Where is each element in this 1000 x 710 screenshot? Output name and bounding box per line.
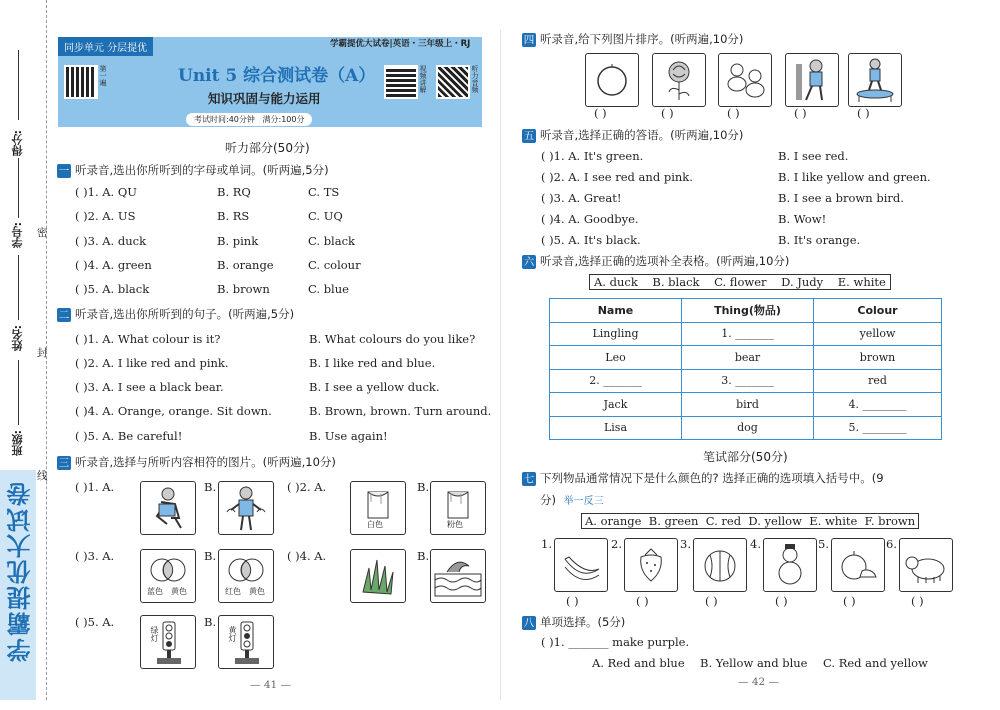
section5-q3-b: B. I see a brown bird.	[778, 191, 904, 205]
orange-slice-icon	[832, 539, 884, 591]
section1-title-text: 听录音,选出你所听到的字母或单词。(听两遍,5分)	[75, 163, 329, 177]
section2-number: 二	[58, 309, 70, 321]
section3-q1-img-a	[140, 481, 196, 535]
id-label: 学号:	[11, 222, 24, 249]
section5-q3-a: ( )3. A. Great!	[541, 191, 622, 205]
mix-label-a2: 黄色	[171, 587, 187, 596]
section8-title	[522, 614, 625, 630]
watermelon-icon	[694, 539, 746, 591]
traffic-light-green-icon	[141, 616, 195, 668]
unit-subtitle: 知识巩固与能力运用	[208, 91, 321, 106]
section7-bracket-6: ( )	[911, 594, 924, 608]
section7-item-4-img	[763, 538, 817, 592]
section8-q1-c: C. Red and yellow	[823, 656, 928, 670]
section5-q5-a: ( )5. A. It's black.	[541, 233, 641, 247]
bear-icon	[900, 539, 952, 591]
section5-q2-a: ( )2. A. I see red and pink.	[541, 170, 693, 184]
section1-q1-b: B. RQ	[217, 185, 251, 199]
table-header-thing: Thing(物品)	[682, 299, 814, 323]
section1-q3-a: ( )3. A. duck	[75, 234, 147, 248]
section7-title-text: 下列物品通常情况下是什么颜色的? 选择正确的选项填入括号中。(9	[540, 471, 884, 485]
section8-q1-b: B. Yellow and blue	[700, 656, 808, 670]
section2-q1-a: ( )1. A. What colour is it?	[75, 332, 221, 346]
snowman-icon	[764, 539, 816, 591]
header-tag: 同步单元 分层提优	[58, 37, 153, 56]
brand-banner-text: 学霸提优大试卷	[6, 480, 35, 662]
qr-label-2: 视频讲解	[419, 65, 427, 93]
table-cell-blank[interactable]: 4. ________	[814, 393, 942, 417]
table-cell: Leo	[550, 346, 682, 370]
score-label: 得分:	[11, 130, 24, 157]
qr-code-2	[384, 65, 418, 99]
section6-table	[549, 298, 942, 440]
section3-q5-b: B.	[204, 615, 217, 629]
section2-title	[57, 306, 294, 322]
table-cell: red	[814, 369, 942, 393]
section2-q4-b: B. Brown, brown. Turn around.	[309, 404, 492, 418]
light-label-green: 绿灯	[150, 626, 159, 642]
section1-q5-a: ( )5. A. black	[75, 282, 150, 296]
flower-icon	[653, 54, 705, 106]
name-line	[18, 255, 19, 320]
section5-q5-b: B. It's orange.	[778, 233, 861, 247]
sit-down-girl-icon	[786, 54, 838, 106]
section8-number: 八	[523, 617, 535, 629]
qr-label-3: 听力音频	[471, 65, 479, 93]
section1-q2-b: B. RS	[217, 209, 250, 223]
header-band	[58, 37, 482, 127]
section4-bracket-3: ( )	[727, 106, 740, 120]
section2-title-text: 听录音,选出你所听到的句子。(听两遍,5分)	[75, 307, 295, 321]
section3-q3-label: ( )3. A.	[75, 549, 115, 563]
section3-q5-label: ( )5. A.	[75, 615, 115, 629]
left-margin	[0, 0, 48, 710]
table-cell: Lisa	[550, 416, 682, 440]
class-label: 班级:	[11, 430, 24, 457]
section1-q3-c: C. black	[308, 234, 356, 248]
section3-number: 三	[58, 457, 70, 469]
section1-q1-a: ( )1. A. QU	[75, 185, 137, 199]
section6-title-text: 听录音,选择正确的选项补全表格。(听两遍,10分)	[540, 254, 790, 268]
section1-q4-b: B. orange	[217, 258, 274, 272]
table-cell: bird	[682, 393, 814, 417]
mix-label-b2: 黄色	[249, 587, 265, 596]
score-line	[18, 50, 19, 120]
orange-fruit-icon	[586, 54, 638, 106]
section1-q4-a: ( )4. A. green	[75, 258, 152, 272]
header-series: 学霸提优大试卷|英语・三年级上・RJ	[330, 39, 471, 49]
sea-wave-icon	[431, 550, 485, 602]
qr-code-3	[436, 65, 470, 99]
section5-q1-a: ( )1. A. It's green.	[541, 149, 644, 163]
section7-item-6-num: 6.	[886, 537, 897, 551]
section7-item-1-num: 1.	[541, 537, 552, 551]
section4-img-1	[585, 53, 639, 107]
section1-q5-b: B. brown	[217, 282, 270, 296]
section4-bracket-4: ( )	[794, 106, 807, 120]
paint-label-pink: 粉色	[447, 520, 463, 529]
section3-q4-label: ( )4. A.	[287, 549, 327, 563]
table-header-name: Name	[550, 299, 682, 323]
table-cell-blank[interactable]: 3. _______	[682, 369, 814, 393]
section7-title-end: 分)	[540, 493, 556, 507]
section3-q1-img-b	[218, 481, 274, 535]
mix-label-a1: 蓝色	[147, 587, 163, 596]
table-header-colour: Colour	[814, 299, 942, 323]
table-cell-blank[interactable]: 2. _______	[550, 369, 682, 393]
class-line	[18, 360, 19, 425]
section3-q4-img-a	[350, 549, 406, 603]
section7-item-3-num: 3.	[680, 537, 691, 551]
crouching-boy-icon	[141, 482, 195, 534]
section7-options: A. orange B. green C. red D. yellow E. white F. brown	[581, 513, 919, 529]
table-row	[550, 322, 942, 346]
section5-q4-b: B. Wow!	[778, 212, 827, 226]
id-line	[18, 158, 19, 218]
trampoline-boy-icon	[849, 54, 901, 106]
section7-item-5-img	[831, 538, 885, 592]
section5-q2-b: B. I like yellow and green.	[778, 170, 931, 184]
table-cell: Lingling	[550, 322, 682, 346]
section3-q3-img-b	[218, 549, 274, 603]
section7-item-6-img	[899, 538, 953, 592]
section7-bracket-4: ( )	[775, 594, 788, 608]
section7-item-1-img	[554, 538, 608, 592]
section5-title	[522, 127, 743, 143]
section2-q3-a: ( )3. A. I see a black bear.	[75, 380, 224, 394]
section6-options: A. duck B. black C. flower D. Judy E. white	[589, 274, 891, 290]
section4-number: 四	[523, 34, 535, 46]
section7-item-2-num: 2.	[611, 537, 622, 551]
section2-q5-a: ( )5. A. Be careful!	[75, 429, 183, 443]
section7-item-3-img	[693, 538, 747, 592]
section2-q2-a: ( )2. A. I like red and pink.	[75, 356, 229, 370]
section3-q4-img-b	[430, 549, 486, 603]
section4-bracket-1: ( )	[594, 106, 607, 120]
section7-tag: 举一反三	[563, 496, 604, 507]
section8-title-text: 单项选择。(5分)	[540, 615, 626, 629]
section3-q3-b: B.	[204, 549, 217, 563]
section3-q2-label: ( )2. A.	[287, 480, 327, 494]
page-number-right: — 42 —	[738, 676, 780, 688]
section7-bracket-3: ( )	[705, 594, 718, 608]
section7-bracket-1: ( )	[566, 594, 579, 608]
section7-title-cont	[540, 492, 604, 508]
section2-q4-a: ( )4. A. Orange, orange. Sit down.	[75, 404, 272, 418]
section1-q2-a: ( )2. A. US	[75, 209, 136, 223]
section4-img-5	[848, 53, 902, 107]
brand-banner	[0, 470, 36, 700]
light-label-yellow: 黄灯	[228, 626, 237, 642]
page-number-left: — 41 —	[250, 679, 292, 691]
table-cell: yellow	[814, 322, 942, 346]
table-row	[550, 416, 942, 440]
section4-img-4	[785, 53, 839, 107]
name-label: 姓名:	[11, 325, 24, 352]
table-row	[550, 346, 942, 370]
unit-title: Unit 5 综合测试卷（A）	[178, 66, 376, 86]
section3-q2-img-b	[430, 481, 486, 535]
section1-q3-b: B. pink	[217, 234, 259, 248]
section4-img-2	[652, 53, 706, 107]
section7-item-4-num: 4.	[750, 537, 761, 551]
section6-number: 六	[523, 256, 535, 268]
section7-item-5-num: 5.	[818, 537, 829, 551]
section4-title	[522, 31, 743, 47]
ducks-icon	[719, 54, 771, 106]
banana-icon	[555, 539, 607, 591]
section3-q2-b: B.	[417, 480, 430, 494]
section2-q3-b: B. I see a yellow duck.	[309, 380, 440, 394]
section1-q4-c: C. colour	[308, 258, 361, 272]
section3-title-text: 听录音,选择与所听内容相符的图片。(听两遍,10分)	[75, 455, 336, 469]
section1-q5-c: C. blue	[308, 282, 349, 296]
table-row	[550, 393, 942, 417]
seal-char-mi: 密	[37, 227, 48, 239]
section5-q4-a: ( )4. A. Goodbye.	[541, 212, 639, 226]
section3-q5-img-a	[140, 615, 196, 669]
qr-label-1: 第一遍	[99, 65, 107, 86]
section2-q2-b: B. I like red and blue.	[309, 356, 436, 370]
strawberry-icon	[625, 539, 677, 591]
table-cell: Jack	[550, 393, 682, 417]
section7-number: 七	[523, 473, 535, 485]
table-cell: dog	[682, 416, 814, 440]
section7-item-2-img	[624, 538, 678, 592]
section4-bracket-2: ( )	[661, 106, 674, 120]
section5-number: 五	[523, 130, 535, 142]
section8-q1: ( )1. _______ make purple.	[541, 635, 690, 649]
exam-meta: 考试时间:40分钟 满分:100分	[186, 113, 312, 126]
table-cell-blank[interactable]: 1. _______	[682, 322, 814, 346]
section3-q3-img-a	[140, 549, 196, 603]
section2-q5-b: B. Use again!	[309, 429, 388, 443]
table-row	[550, 369, 942, 393]
section7-bracket-2: ( )	[636, 594, 649, 608]
section3-q5-img-b	[218, 615, 274, 669]
section4-bracket-5: ( )	[857, 106, 870, 120]
section1-q2-c: C. UQ	[308, 209, 343, 223]
section4-img-3	[718, 53, 772, 107]
section5-title-text: 听录音,选择正确的答语。(听两遍,10分)	[540, 128, 744, 142]
turning-boy-icon	[219, 482, 273, 534]
listening-part-title: 听力部分(50分)	[225, 141, 310, 155]
grass-icon	[351, 550, 405, 602]
table-cell-blank[interactable]: 5. ________	[814, 416, 942, 440]
section1-q1-c: C. TS	[308, 185, 340, 199]
seal-char-xian: 线	[37, 470, 48, 482]
section8-q1-a: A. Red and blue	[592, 656, 685, 670]
section1-number: 一	[58, 165, 70, 177]
section3-q4-b: B.	[417, 549, 430, 563]
written-part-title: 笔试部分(50分)	[703, 450, 788, 464]
section3-q1-label: ( )1. A.	[75, 480, 115, 494]
paint-label-white: 白色	[367, 520, 383, 529]
table-cell: brown	[814, 346, 942, 370]
mix-label-b1: 红色	[225, 587, 241, 596]
traffic-light-yellow-icon	[219, 616, 273, 668]
section5-q1-b: B. I see red.	[778, 149, 849, 163]
qr-code-1	[64, 65, 98, 99]
seal-char-feng: 封	[37, 347, 48, 359]
section3-title	[57, 454, 336, 470]
spine-divider	[500, 30, 501, 700]
section7-title	[522, 470, 884, 486]
section6-title	[522, 253, 789, 269]
section1-title	[57, 162, 329, 178]
section2-q1-b: B. What colours do you like?	[309, 332, 476, 346]
section3-q2-img-a	[350, 481, 406, 535]
table-cell: bear	[682, 346, 814, 370]
section7-bracket-5: ( )	[843, 594, 856, 608]
section3-q1-b: B.	[204, 480, 217, 494]
table-header-row	[550, 299, 942, 323]
section4-title-text: 听录音,给下列图片排序。(听两遍,10分)	[540, 32, 744, 46]
